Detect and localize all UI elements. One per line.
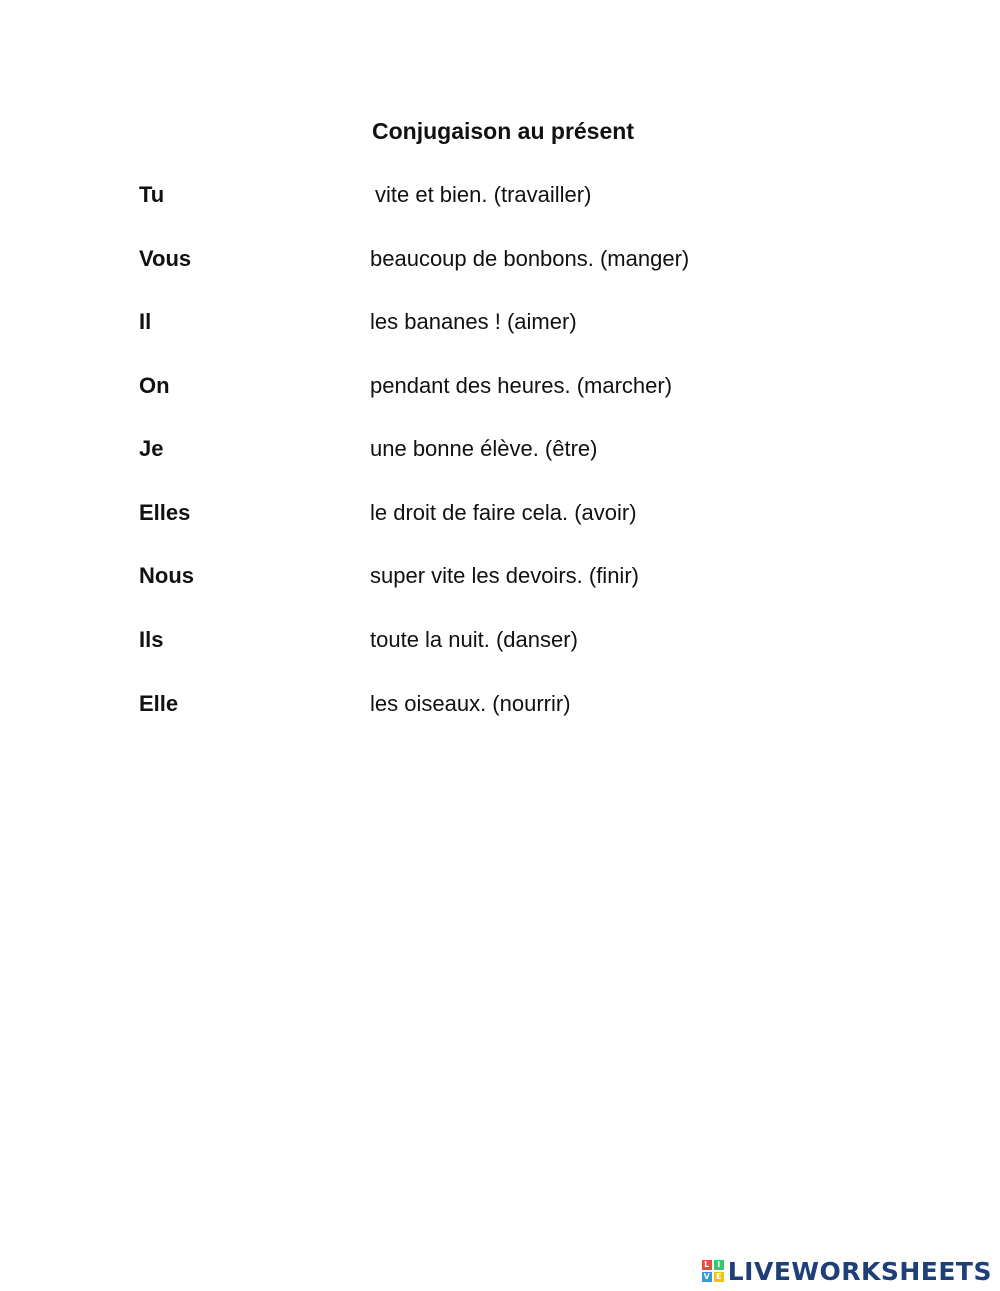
logo-block: E — [714, 1272, 724, 1282]
logo-text: LIVEWORKSHEETS — [727, 1256, 992, 1286]
logo-block: L — [702, 1260, 712, 1270]
exercise-row — [0, 563, 1000, 593]
sentence-text: pendant des heures. (marcher) — [370, 373, 673, 398]
exercise-row — [0, 627, 1000, 657]
pronoun-label: Elles — [139, 500, 191, 525]
sentence-text: vite et bien. (travailler) — [375, 182, 592, 207]
liveworksheets-logo — [702, 1256, 992, 1286]
sentence-text: une bonne élève. (être) — [370, 436, 598, 461]
sentence-text: toute la nuit. (danser) — [370, 627, 578, 652]
exercise-row — [0, 246, 1000, 276]
exercise-row — [0, 182, 1000, 212]
pronoun-label: Nous — [139, 563, 194, 588]
sentence-text: le droit de faire cela. (avoir) — [370, 500, 637, 525]
sentence-text: les oiseaux. (nourrir) — [370, 691, 571, 716]
pronoun-label: Vous — [139, 246, 192, 271]
sentence-text: les bananes ! (aimer) — [370, 309, 577, 334]
pronoun-label: On — [139, 373, 170, 398]
pronoun-label: Elle — [139, 691, 179, 716]
logo-block: V — [703, 1272, 710, 1281]
sentence-text: beaucoup de bonbons. (manger) — [370, 246, 690, 271]
page-title: Conjugaison au présent — [372, 118, 634, 144]
logo-block: I — [714, 1260, 724, 1270]
pronoun-label: Je — [139, 436, 164, 461]
pronoun-label: Il — [139, 309, 152, 334]
exercise-row — [0, 309, 1000, 339]
exercise-row — [0, 500, 1000, 530]
sentence-text: super vite les devoirs. (finir) — [370, 563, 639, 588]
pronoun-label: Tu — [139, 182, 165, 207]
pronoun-label: Ils — [139, 627, 164, 652]
exercise-row — [0, 691, 1000, 721]
logo-blocks-icon — [702, 1260, 724, 1282]
exercise-row — [0, 436, 1000, 466]
exercise-row — [0, 373, 1000, 403]
